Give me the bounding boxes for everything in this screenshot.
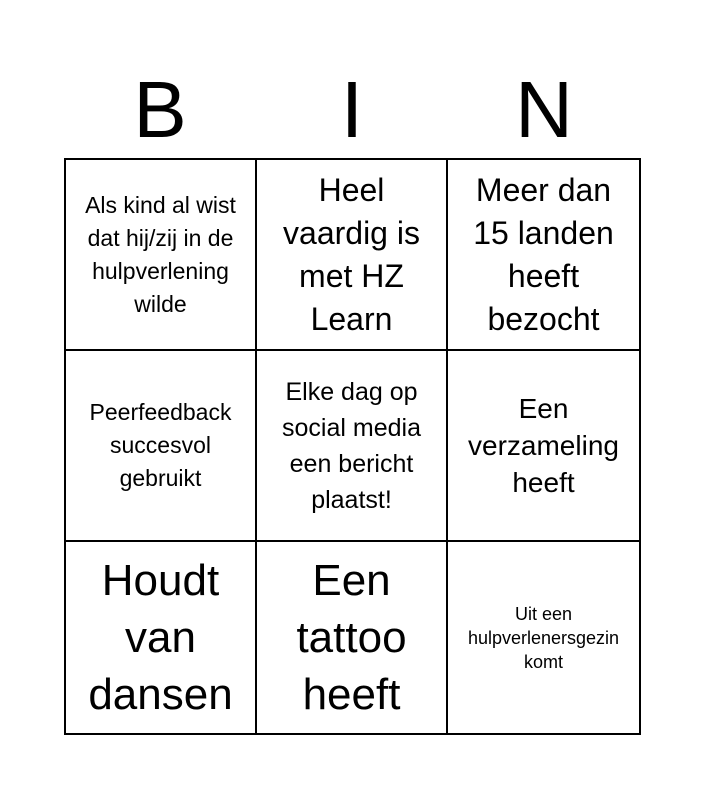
bingo-cell[interactable]: Peerfeedback succesvol gebruikt bbox=[66, 351, 257, 542]
bingo-header bbox=[64, 62, 641, 152]
bingo-cell[interactable]: Een tattoo heeft bbox=[257, 542, 448, 733]
bingo-cell[interactable]: Elke dag op social media een bericht plaatst! bbox=[257, 351, 448, 542]
bingo-cell[interactable]: Meer dan 15 landen heeft bezocht bbox=[448, 160, 639, 351]
bingo-cell[interactable]: Houdt van dansen bbox=[66, 542, 257, 733]
bingo-grid bbox=[64, 158, 641, 735]
bingo-cell[interactable]: Als kind al wist dat hij/zij in de hulpverlening wilde bbox=[66, 160, 257, 351]
bingo-cell[interactable]: Uit een hulpverlenersgezin komt bbox=[467, 603, 620, 672]
header-letter-b: B bbox=[133, 65, 187, 154]
header-letter-i: I bbox=[340, 65, 364, 154]
bingo-cell[interactable]: Heel vaardig is met HZ Learn bbox=[257, 160, 448, 351]
header-letter-n: N bbox=[515, 65, 573, 154]
bingo-cell[interactable]: Een verzameling heeft bbox=[448, 351, 639, 542]
